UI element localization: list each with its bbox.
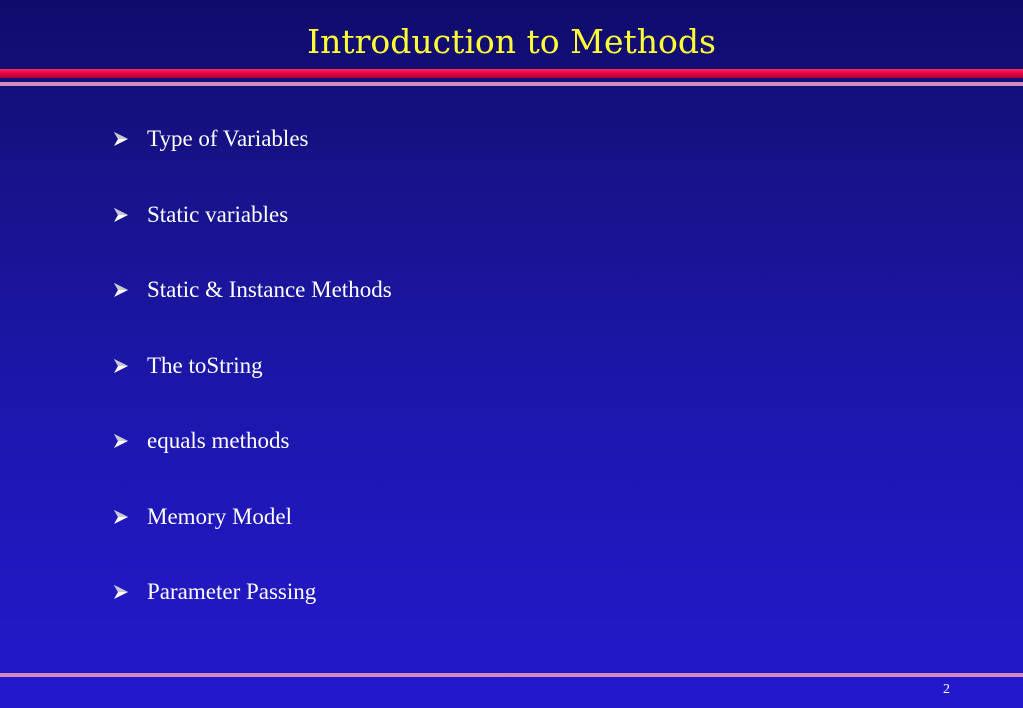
bullet-item <box>113 124 392 200</box>
bullet-item <box>113 275 392 351</box>
title-accent-bar <box>0 69 1023 78</box>
arrowhead-bullet-icon <box>113 124 147 147</box>
arrowhead-bullet-icon <box>113 275 147 298</box>
bullet-text: Memory Model <box>147 503 293 529</box>
bullet-text: Static & Instance Methods <box>147 277 392 302</box>
title-divider <box>0 82 1023 86</box>
slide-title: Introduction to Methods <box>307 22 716 61</box>
arrowhead-bullet-icon <box>113 577 147 600</box>
arrowhead-bullet-icon <box>113 351 147 374</box>
bullet-item <box>113 426 392 502</box>
bullet-item <box>113 502 392 578</box>
arrowhead-bullet-icon <box>113 200 147 223</box>
bullet-item <box>113 200 392 276</box>
arrowhead-bullet-icon <box>113 426 147 449</box>
bullet-text: Static variables <box>147 201 289 227</box>
bullet-list <box>113 124 392 653</box>
footer-divider <box>0 673 1023 677</box>
bullet-text: Parameter Passing <box>147 579 317 604</box>
page-number: 2 <box>943 682 950 697</box>
bullet-item <box>113 351 392 427</box>
bullet-text: The toString <box>147 352 263 378</box>
bullet-text: equals methods <box>147 428 290 453</box>
arrowhead-bullet-icon <box>113 502 147 525</box>
bullet-item <box>113 577 392 653</box>
bullet-text: Type of Variables <box>147 126 309 151</box>
